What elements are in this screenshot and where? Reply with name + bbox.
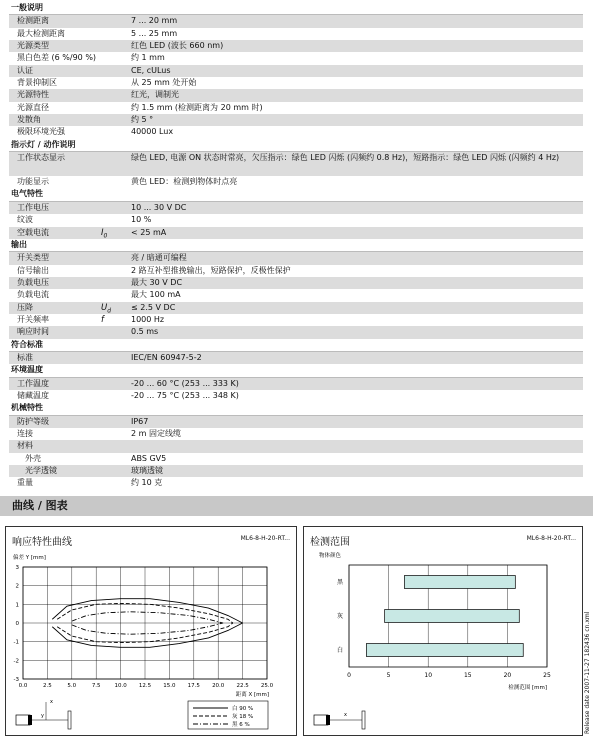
spec-row	[9, 314, 583, 326]
spec-row	[9, 214, 583, 226]
spec-table	[9, 2, 583, 490]
response-curve-chart	[6, 527, 296, 735]
x-tick-label: 22.5	[236, 683, 249, 689]
spec-label: 负载电流	[17, 290, 49, 300]
spec-section-title: 指示灯 / 动作说明	[9, 139, 583, 152]
x-tick-label: 25.0	[260, 683, 274, 689]
target-icon	[362, 711, 365, 729]
spec-label: 光源类型	[17, 41, 49, 51]
spec-label: 空载电流	[17, 227, 49, 237]
x-tick-label: 0	[347, 672, 351, 679]
spec-label: 响应时间	[17, 327, 49, 337]
spec-value: 黄色 LED：检测到物体时点亮	[131, 177, 238, 187]
spec-label: 工作状态显示	[17, 153, 65, 163]
spec-symbol-letter: f	[101, 314, 104, 325]
detection-range-chart	[304, 527, 582, 735]
y-tick-label: 1	[15, 602, 19, 609]
spec-label: 信号输出	[17, 265, 49, 275]
x-tick-label: 10	[424, 672, 433, 679]
spec-label: 防护等级	[17, 416, 49, 426]
y-axis-label: 物体颜色	[319, 553, 342, 559]
range-bar	[404, 576, 515, 589]
spec-label: 功能显示	[17, 177, 49, 187]
release-date-text: Release date 2007-11-27 182436 cn.xml	[584, 611, 591, 734]
spec-row	[9, 176, 583, 188]
spec-label: 压降	[17, 302, 33, 312]
spec-row	[9, 428, 583, 440]
spec-symbol-letter: U	[101, 302, 108, 313]
detection-range-code: ML6-8-H-20-RT...	[526, 535, 576, 542]
curves-section-header	[0, 496, 593, 516]
x-tick-label: 2.5	[43, 683, 52, 689]
spec-symbol-subscript: d	[107, 307, 112, 315]
spec-label: 材料	[17, 441, 33, 451]
sensor-lens-icon	[28, 715, 32, 725]
x-tick-label: 20	[503, 672, 512, 679]
spec-value: ≤ 2.5 V DC	[131, 302, 176, 312]
curves-section-title: 曲线 / 图表	[12, 499, 68, 512]
spec-row	[9, 326, 583, 338]
spec-value: -20 ... 60 °C (253 ... 333 K)	[131, 378, 239, 388]
spec-value: IP67	[131, 416, 149, 426]
spec-row	[9, 352, 583, 364]
y-tick-label: -2	[13, 658, 19, 665]
spec-row	[9, 277, 583, 289]
legend-box	[188, 701, 268, 729]
spec-value: 10 ... 30 V DC	[131, 202, 187, 212]
spec-row	[9, 15, 583, 27]
x-tick-label: 15	[463, 672, 472, 679]
spec-section-title: 机械特性	[9, 402, 583, 415]
spec-row	[9, 416, 583, 428]
spec-label: 标准	[17, 352, 33, 362]
spec-row	[9, 114, 583, 126]
spec-value: < 25 mA	[131, 227, 167, 237]
spec-value: 红色 LED (波长 660 nm)	[131, 41, 224, 51]
spec-label: 背景抑制区	[17, 78, 57, 88]
axis-x-label-icon: x	[344, 712, 347, 718]
spec-label: 重量	[17, 478, 33, 488]
spec-section-title: 一般说明	[9, 2, 583, 15]
x-tick-label: 15.0	[163, 683, 176, 689]
spec-value: 亮 / 暗通可编程	[131, 253, 187, 263]
x-tick-label: 10.0	[114, 683, 127, 689]
spec-label: 纹波	[17, 215, 33, 225]
axis-y-label-icon: y	[41, 713, 44, 719]
spec-symbol	[101, 314, 104, 326]
spec-row	[9, 77, 583, 89]
x-axis-label: 检测范围 [mm]	[508, 685, 547, 691]
spec-label: 开关频率	[17, 314, 49, 324]
spec-value: ABS GV5	[131, 453, 167, 463]
detection-range-panel	[303, 526, 583, 736]
range-bar	[385, 610, 520, 623]
spec-section-title: 环境温度	[9, 364, 583, 377]
spec-value: 10 %	[131, 215, 152, 225]
spec-label: 最大检测距离	[17, 28, 65, 38]
y-tick-label: -1	[13, 639, 19, 646]
spec-label: 发散角	[17, 115, 41, 125]
x-tick-label: 17.5	[187, 683, 200, 689]
spec-value: 玻璃透镜	[131, 466, 163, 476]
spec-row	[9, 453, 583, 465]
spec-section-title: 符合标准	[9, 339, 583, 352]
sensor-lens-icon	[326, 715, 330, 725]
spec-value: 最大 100 mA	[131, 290, 181, 300]
spec-label: 外壳	[25, 453, 41, 463]
spec-value: 约 1.5 mm (检测距离为 20 mm 时)	[131, 102, 263, 112]
spec-value: 2 路互补型推挽输出，短路保护，反极性保护	[131, 265, 291, 275]
x-axis-label: 距离 X [mm]	[235, 692, 269, 698]
spec-value: 1000 Hz	[131, 314, 165, 324]
spec-row	[9, 227, 583, 239]
spec-value: 40000 Lux	[131, 127, 174, 137]
x-tick-label: 5.0	[67, 683, 77, 689]
spec-row	[9, 52, 583, 64]
spec-value: 2 m 固定线缆	[131, 429, 181, 438]
spec-label: 极限环境光强	[17, 127, 65, 137]
spec-row	[9, 390, 583, 402]
legend-label: 黑 6 %	[232, 722, 250, 728]
spec-label: 工作温度	[17, 378, 49, 388]
sensor-icon	[16, 715, 30, 725]
spec-value: 红光，调制光	[131, 90, 179, 100]
x-tick-label: 12.5	[138, 683, 152, 689]
spec-row	[9, 89, 583, 101]
spec-value: -20 ... 75 °C (253 ... 348 K)	[131, 390, 239, 400]
spec-row	[9, 252, 583, 264]
spec-label: 光源特性	[17, 90, 49, 100]
spec-row	[9, 202, 583, 214]
spec-row	[9, 477, 583, 489]
spec-label: 光学透镜	[25, 466, 57, 476]
spec-value: 最大 30 V DC	[131, 277, 183, 287]
x-tick-label: 5	[386, 672, 391, 679]
spec-row	[9, 65, 583, 77]
spec-label: 负载电压	[17, 277, 49, 287]
spec-value: 0.5 ms	[131, 327, 159, 337]
spec-label: 黑白色差 (6 %/90 %)	[17, 53, 97, 63]
x-tick-label: 25	[543, 672, 551, 679]
spec-value: 7 ... 20 mm	[131, 16, 178, 26]
spec-value: 从 25 mm 处开始	[131, 78, 197, 88]
spec-symbol-letter: I	[101, 227, 104, 238]
spec-row	[9, 102, 583, 114]
spec-label: 连接	[17, 429, 33, 438]
y-tick-label: -3	[13, 677, 19, 683]
spec-value: 5 ... 25 mm	[131, 28, 178, 38]
spec-label: 认证	[17, 65, 33, 75]
y-axis-label: 偏差 Y [mm]	[13, 555, 46, 561]
spec-row	[9, 289, 583, 301]
spec-value: 约 1 mm	[131, 53, 165, 63]
spec-value: CE, cULus	[131, 65, 171, 75]
y-tick-label: 0	[15, 621, 19, 627]
category-label: 白	[336, 647, 343, 654]
spec-label: 储藏温度	[17, 390, 49, 400]
spec-row	[9, 28, 583, 40]
spec-section-title: 电气特性	[9, 188, 583, 201]
spec-row	[9, 126, 583, 138]
sensor-icon	[314, 715, 328, 725]
y-tick-label: 3	[15, 565, 19, 571]
spec-row	[9, 440, 583, 452]
target-icon	[68, 711, 71, 729]
range-bar	[366, 644, 523, 657]
legend-label: 白 90 %	[232, 706, 254, 712]
spec-value: 约 10 克	[131, 478, 163, 488]
spec-row	[9, 302, 583, 314]
spec-row	[9, 152, 583, 176]
spec-row	[9, 465, 583, 477]
x-tick-label: 0.0	[18, 683, 28, 689]
legend-label: 灰 18 %	[232, 714, 254, 720]
axis-x-label-icon: x	[50, 699, 53, 705]
spec-row	[9, 378, 583, 390]
response-curve-title: 响应特性曲线	[12, 537, 72, 548]
spec-row	[9, 40, 583, 52]
detection-range-title: 检测范围	[310, 537, 350, 548]
category-label: 黑	[336, 579, 343, 586]
spec-value: IEC/EN 60947-5-2	[131, 352, 202, 362]
spec-label: 检测距离	[17, 16, 49, 26]
spec-symbol	[101, 227, 107, 243]
spec-row	[9, 265, 583, 277]
response-curve-code: ML6-8-H-20-RT...	[240, 535, 290, 542]
category-label: 灰	[336, 613, 343, 620]
x-tick-label: 20.0	[212, 683, 225, 689]
spec-value: 约 5 °	[131, 115, 154, 125]
x-tick-label: 7.5	[91, 683, 101, 689]
spec-label: 开关类型	[17, 253, 49, 263]
spec-label: 光源直径	[17, 102, 49, 112]
spec-value: 绿色 LED, 电源 ON 状态时常亮，欠压指示：绿色 LED 闪烁 (闪频约 0.8 Hz)，短路指示：绿色 LED 闪烁 (闪频约 4 Hz)	[131, 153, 560, 163]
spec-symbol-subscript: 0	[103, 232, 108, 240]
spec-section-title: 输出	[9, 239, 583, 252]
spec-label: 工作电压	[17, 202, 49, 212]
y-tick-label: 2	[15, 583, 19, 590]
response-curve-panel	[5, 526, 297, 736]
